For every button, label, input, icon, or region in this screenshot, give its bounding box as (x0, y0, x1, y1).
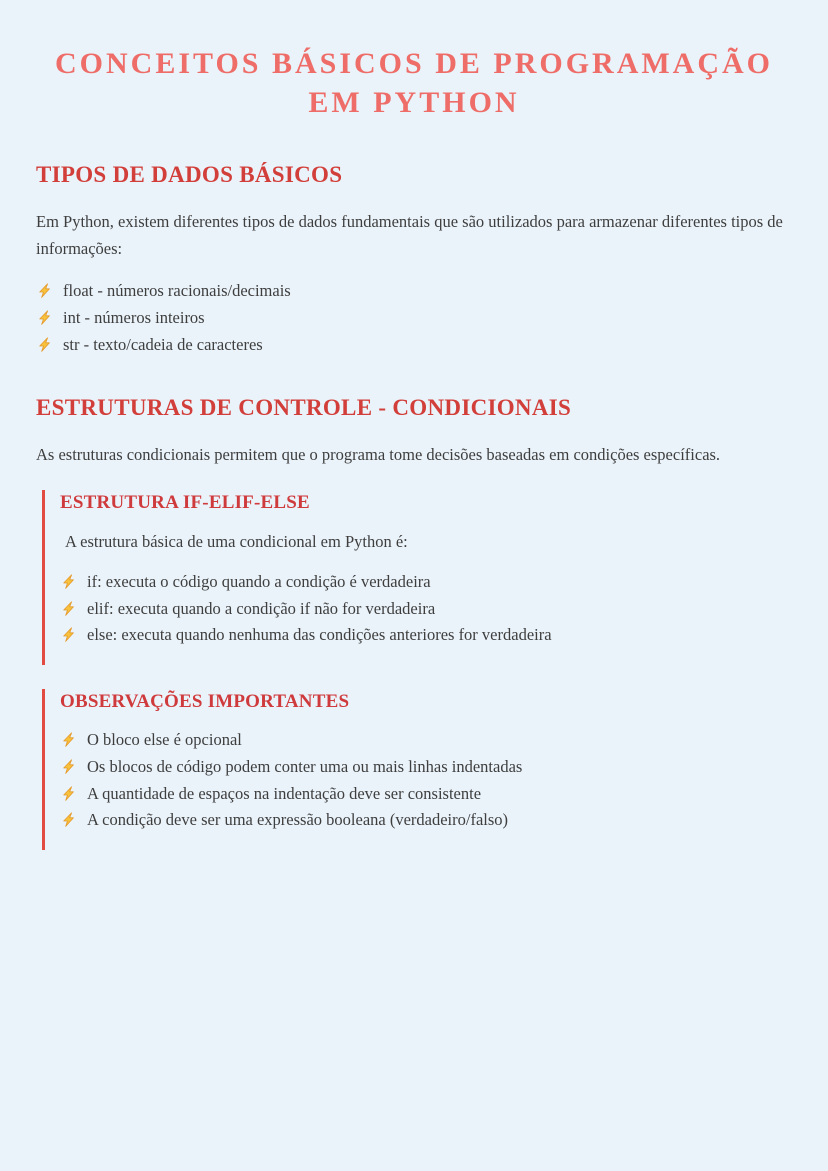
subsection-observacoes (42, 689, 792, 850)
lightning-bolt-icon (61, 627, 76, 642)
lightning-bolt-icon (61, 812, 76, 827)
observacoes-list (60, 727, 792, 834)
list-item-text: if: executa o código quando a condição é verdadeira (87, 572, 431, 592)
lightning-bolt-icon (37, 337, 52, 352)
list-item (60, 596, 792, 623)
list-item-text: elif: executa quando a condição if não for verdadeira (87, 598, 436, 618)
lightning-bolt-icon (61, 732, 76, 747)
list-item (60, 754, 792, 781)
list-item (60, 781, 792, 808)
subsection-heading: ESTRUTURA IF-ELIF-ELSE (60, 491, 310, 513)
data-types-list (36, 278, 792, 358)
subsection-if-elif-else (42, 490, 792, 665)
section-heading: TIPOS DE DADOS BÁSICOS (36, 162, 343, 187)
if-elif-else-list (60, 569, 792, 649)
list-item (60, 622, 792, 649)
lightning-bolt-icon (37, 283, 52, 298)
list-item-text: float - números racionais/decimais (63, 281, 291, 301)
list-item (36, 278, 792, 305)
subsection-heading: OBSERVAÇÕES IMPORTANTES (60, 691, 350, 713)
list-item (60, 807, 792, 834)
list-item-text: else: executa quando nenhuma das condições anteriores for verdadeira (87, 625, 552, 645)
lightning-bolt-icon (37, 310, 52, 325)
list-item (60, 569, 792, 596)
list-item-text: A quantidade de espaços na indentação deve ser consistente (87, 783, 482, 803)
section-estruturas-de-controle (36, 395, 792, 850)
section-tipos-de-dados (36, 162, 792, 359)
page-title: CONCEITOS BÁSICOS DE PROGRAMAÇÃO EM PYTHON (54, 47, 774, 119)
lightning-bolt-icon (61, 759, 76, 774)
lightning-bolt-icon (61, 786, 76, 801)
list-item-text: str - texto/cadeia de caracteres (63, 334, 263, 354)
section-intro: As estruturas condicionais permitem que o programa tome decisões baseadas em condições específicas. (36, 444, 721, 464)
list-item (60, 727, 792, 754)
list-item-text: A condição deve ser uma expressão booleana (verdadeiro/falso) (87, 810, 509, 830)
list-item (36, 332, 792, 359)
list-item-text: int - números inteiros (63, 308, 205, 328)
lightning-bolt-icon (61, 574, 76, 589)
subsection-intro: A estrutura básica de uma condicional em Python é: (65, 531, 408, 551)
list-item-text: Os blocos de código podem conter uma ou mais linhas indentadas (87, 756, 523, 776)
section-intro: Em Python, existem diferentes tipos de dados fundamentais que são utilizados para armazenar diferentes tipos de informações: (36, 212, 783, 259)
section-heading: ESTRUTURAS DE CONTROLE - CONDICIONAIS (36, 394, 572, 420)
list-item (36, 305, 792, 332)
list-item-text: O bloco else é opcional (87, 730, 242, 750)
lightning-bolt-icon (61, 601, 76, 616)
